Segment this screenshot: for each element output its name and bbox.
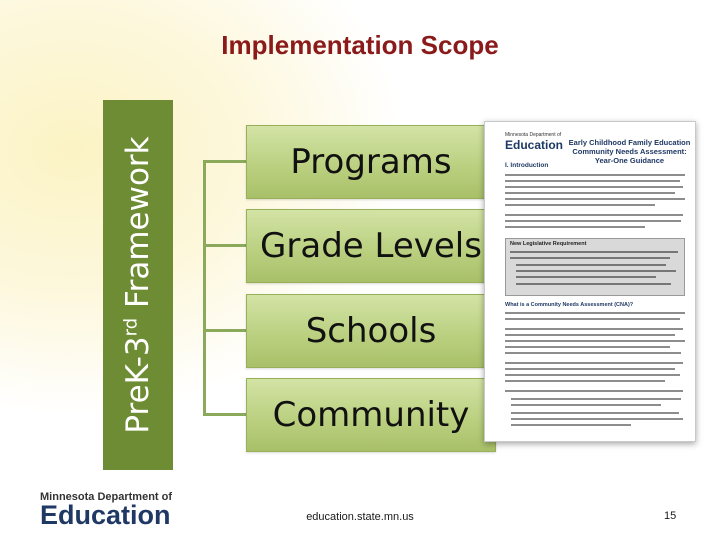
doc-text-line — [511, 412, 679, 414]
doc-text-line — [505, 220, 681, 222]
slide-title: Implementation Scope — [221, 30, 499, 60]
connector-branch — [203, 413, 247, 416]
doc-text-line — [505, 340, 685, 342]
doc-text-line — [505, 204, 655, 206]
footer-logo-caption: Minnesota Department of — [40, 491, 173, 503]
doc-text-line — [516, 270, 676, 272]
doc-text-line — [505, 180, 680, 182]
doc-text-line — [505, 214, 683, 216]
doc-text-line — [505, 352, 681, 354]
doc-text-line — [505, 334, 675, 336]
doc-logo: Education — [505, 138, 564, 152]
footer-url: education.state.mn.us — [306, 511, 414, 523]
scope-item-schools: Schools — [246, 294, 496, 368]
doc-text-line — [505, 174, 685, 176]
connector-vertical — [203, 160, 206, 415]
framework-label: PreK-3rd Framework — [120, 136, 156, 434]
doc-text-line — [505, 374, 680, 376]
page-number: 15 — [664, 510, 677, 522]
doc-text-line — [505, 186, 683, 188]
doc-text-line — [505, 380, 665, 382]
doc-text-line — [505, 346, 670, 348]
doc-text-line — [510, 251, 678, 253]
doc-text-line — [516, 283, 671, 285]
scope-item-grade-levels: Grade Levels — [246, 209, 496, 283]
doc-callout-box — [505, 238, 685, 296]
doc-title: Early Childhood Family Education Community Needs Assessment: Year-One Guidance — [568, 138, 691, 165]
connector-branch — [203, 244, 247, 247]
doc-text-line — [505, 368, 675, 370]
doc-text-line — [510, 257, 670, 259]
doc-text-line — [505, 328, 683, 330]
footer-logo: Education — [40, 500, 171, 530]
doc-text-line — [505, 198, 685, 200]
doc-text-line — [511, 404, 661, 406]
document-thumbnail — [484, 121, 696, 442]
doc-text-line — [505, 312, 685, 314]
doc-text-line — [511, 424, 631, 426]
doc-text-line — [505, 192, 675, 194]
doc-text-line — [516, 264, 666, 266]
doc-section-heading: I. Introduction — [505, 162, 549, 169]
doc-text-line — [505, 318, 680, 320]
connector-branch — [203, 329, 247, 332]
doc-text-line — [505, 390, 683, 392]
doc-text-line — [505, 226, 645, 228]
doc-logo-small: Minnesota Department of — [505, 132, 562, 138]
scope-item-programs: Programs — [246, 125, 496, 199]
doc-text-line — [511, 398, 681, 400]
scope-item-community: Community — [246, 378, 496, 452]
doc-callout-heading: New Legislative Requirement — [510, 241, 587, 247]
doc-text-line — [516, 276, 656, 278]
connector-branch — [203, 160, 247, 163]
doc-text-line — [511, 418, 683, 420]
doc-section-heading: What is a Community Needs Assessment (CNA)? — [505, 302, 634, 308]
doc-text-line — [505, 362, 683, 364]
